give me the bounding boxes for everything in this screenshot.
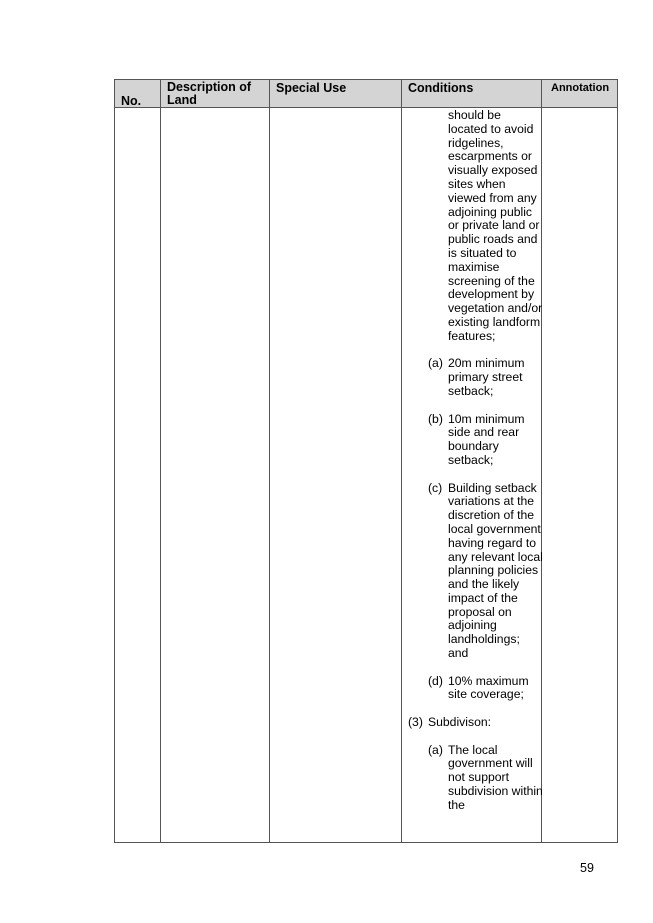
column-divider <box>401 80 402 842</box>
item-text: The local government will not support subdivision within the <box>448 742 543 812</box>
header-no: No. <box>121 94 142 108</box>
item-label: (c) <box>428 480 443 495</box>
section-text: Subdivison: <box>428 715 492 730</box>
page-number: 59 <box>580 861 594 875</box>
header-annotation: Annotation <box>551 82 610 94</box>
condition-item-d <box>408 675 543 703</box>
header-conditions: Conditions <box>408 81 474 95</box>
item-text: Building setback variations at the discretion of the local government having regard to any relevant local planning policies and the likely impact of the proposal on adjoining landholdings; and <box>448 480 543 661</box>
condition-item-a <box>408 357 543 398</box>
subdivision-item-a <box>408 744 543 813</box>
item-text: 10% maximum site coverage; <box>448 673 529 702</box>
zoning-table <box>114 79 618 843</box>
condition-item-c <box>408 482 543 661</box>
header-description: Description of Land <box>167 80 252 107</box>
item-label: (d) <box>428 673 443 688</box>
conditions-cell <box>408 109 543 813</box>
condition-item-b <box>408 413 543 468</box>
section-label: (3) <box>408 715 423 730</box>
header-special-use: Special Use <box>276 81 347 95</box>
item-label: (a) <box>428 356 443 371</box>
item-text: 10m minimum side and rear boundary setback; <box>448 411 525 467</box>
column-divider <box>269 80 270 842</box>
condition-section-3 <box>408 716 543 730</box>
column-divider <box>160 80 161 842</box>
item-text: 20m minimum primary street setback; <box>448 356 525 398</box>
item-label: (b) <box>428 411 443 426</box>
conditions-continuation: should be located to avoid ridgelines, escarpments or visually exposed sites when viewed from any adjoining public or private land or public roads and is situated to maximise screening of the development by vegetation and/or existing landform features; <box>448 108 543 343</box>
item-label: (a) <box>428 742 443 757</box>
